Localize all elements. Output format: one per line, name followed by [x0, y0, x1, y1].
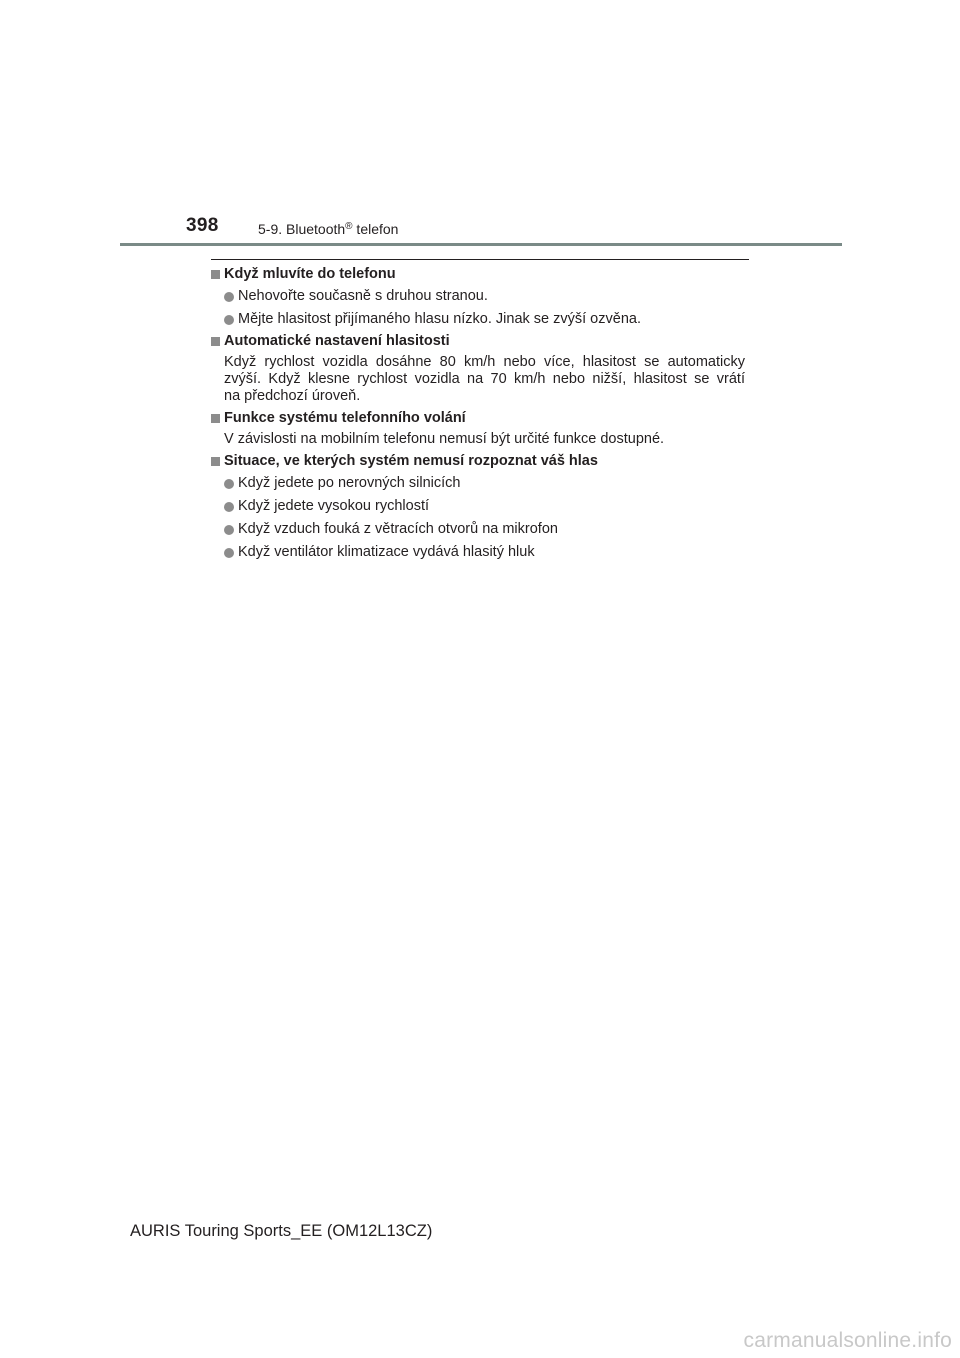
list-item-text: Když vzduch fouká z větracích otvorů na mikrofon [238, 521, 558, 537]
square-icon [211, 270, 220, 279]
list-item-text: Mějte hlasitost přijímaného hlasu nízko. Jinak se zvýší ozvěna. [238, 311, 641, 327]
paragraph-call-functions: V závislosti na mobilním telefonu nemusí být určité funkce dostupné. [224, 431, 665, 447]
footer-model: AURIS Touring Sports_EE (OM12L13CZ) [130, 1222, 433, 1240]
paragraph-auto-volume [211, 354, 745, 405]
list-item [211, 288, 745, 305]
page-header [0, 0, 960, 250]
dot-icon [224, 548, 234, 558]
dot-icon [224, 502, 234, 512]
heading-speaking [211, 266, 745, 283]
list-item [211, 521, 745, 538]
registered-mark: ® [345, 221, 353, 232]
dot-icon [224, 315, 234, 325]
paragraph-line: zvýší. Když klesne rychlost vozidla na 70 km/h nebo nižší, hlasitost se vrátí [224, 371, 745, 387]
list-item [211, 544, 745, 561]
heading-text: Situace, ve kterých systém nemusí rozpoznat váš hlas [224, 453, 598, 469]
dot-icon [224, 525, 234, 535]
list-item [211, 475, 745, 492]
paragraph-line: na předchozí úroveň. [224, 388, 361, 404]
header-rule [120, 243, 842, 246]
watermark-logo: carmanualsonline.info [743, 1329, 952, 1352]
heading-text: Funkce systému telefonního volání [224, 410, 466, 426]
square-icon [211, 457, 220, 466]
square-icon [211, 337, 220, 346]
section-title-prefix: 5-9. Bluetooth [258, 221, 346, 237]
heading-call-functions [211, 410, 745, 427]
section-title [258, 221, 398, 237]
list-item [211, 498, 745, 515]
list-item-text: Když jedete vysokou rychlostí [238, 498, 430, 514]
list-item [211, 311, 745, 328]
section-title-suffix: telefon [352, 221, 399, 237]
list-item-text: Když ventilátor klimatizace vydává hlasitý hluk [238, 544, 535, 560]
heading-text: Automatické nastavení hlasitosti [224, 333, 450, 349]
paragraph-line: Když rychlost vozidla dosáhne 80 km/h nebo více, hlasitost se automaticky [224, 354, 745, 370]
heading-auto-volume [211, 333, 745, 350]
page-content [211, 266, 745, 561]
heading-voice-recognition [211, 453, 745, 470]
dot-icon [224, 292, 234, 302]
heading-text: Když mluvíte do telefonu [224, 266, 396, 282]
page-number: 398 [186, 215, 219, 236]
dot-icon [224, 479, 234, 489]
content-rule [211, 259, 749, 260]
list-item-text: Když jedete po nerovných silnicích [238, 475, 461, 491]
square-icon [211, 414, 220, 423]
list-item-text: Nehovořte současně s druhou stranou. [238, 288, 488, 304]
